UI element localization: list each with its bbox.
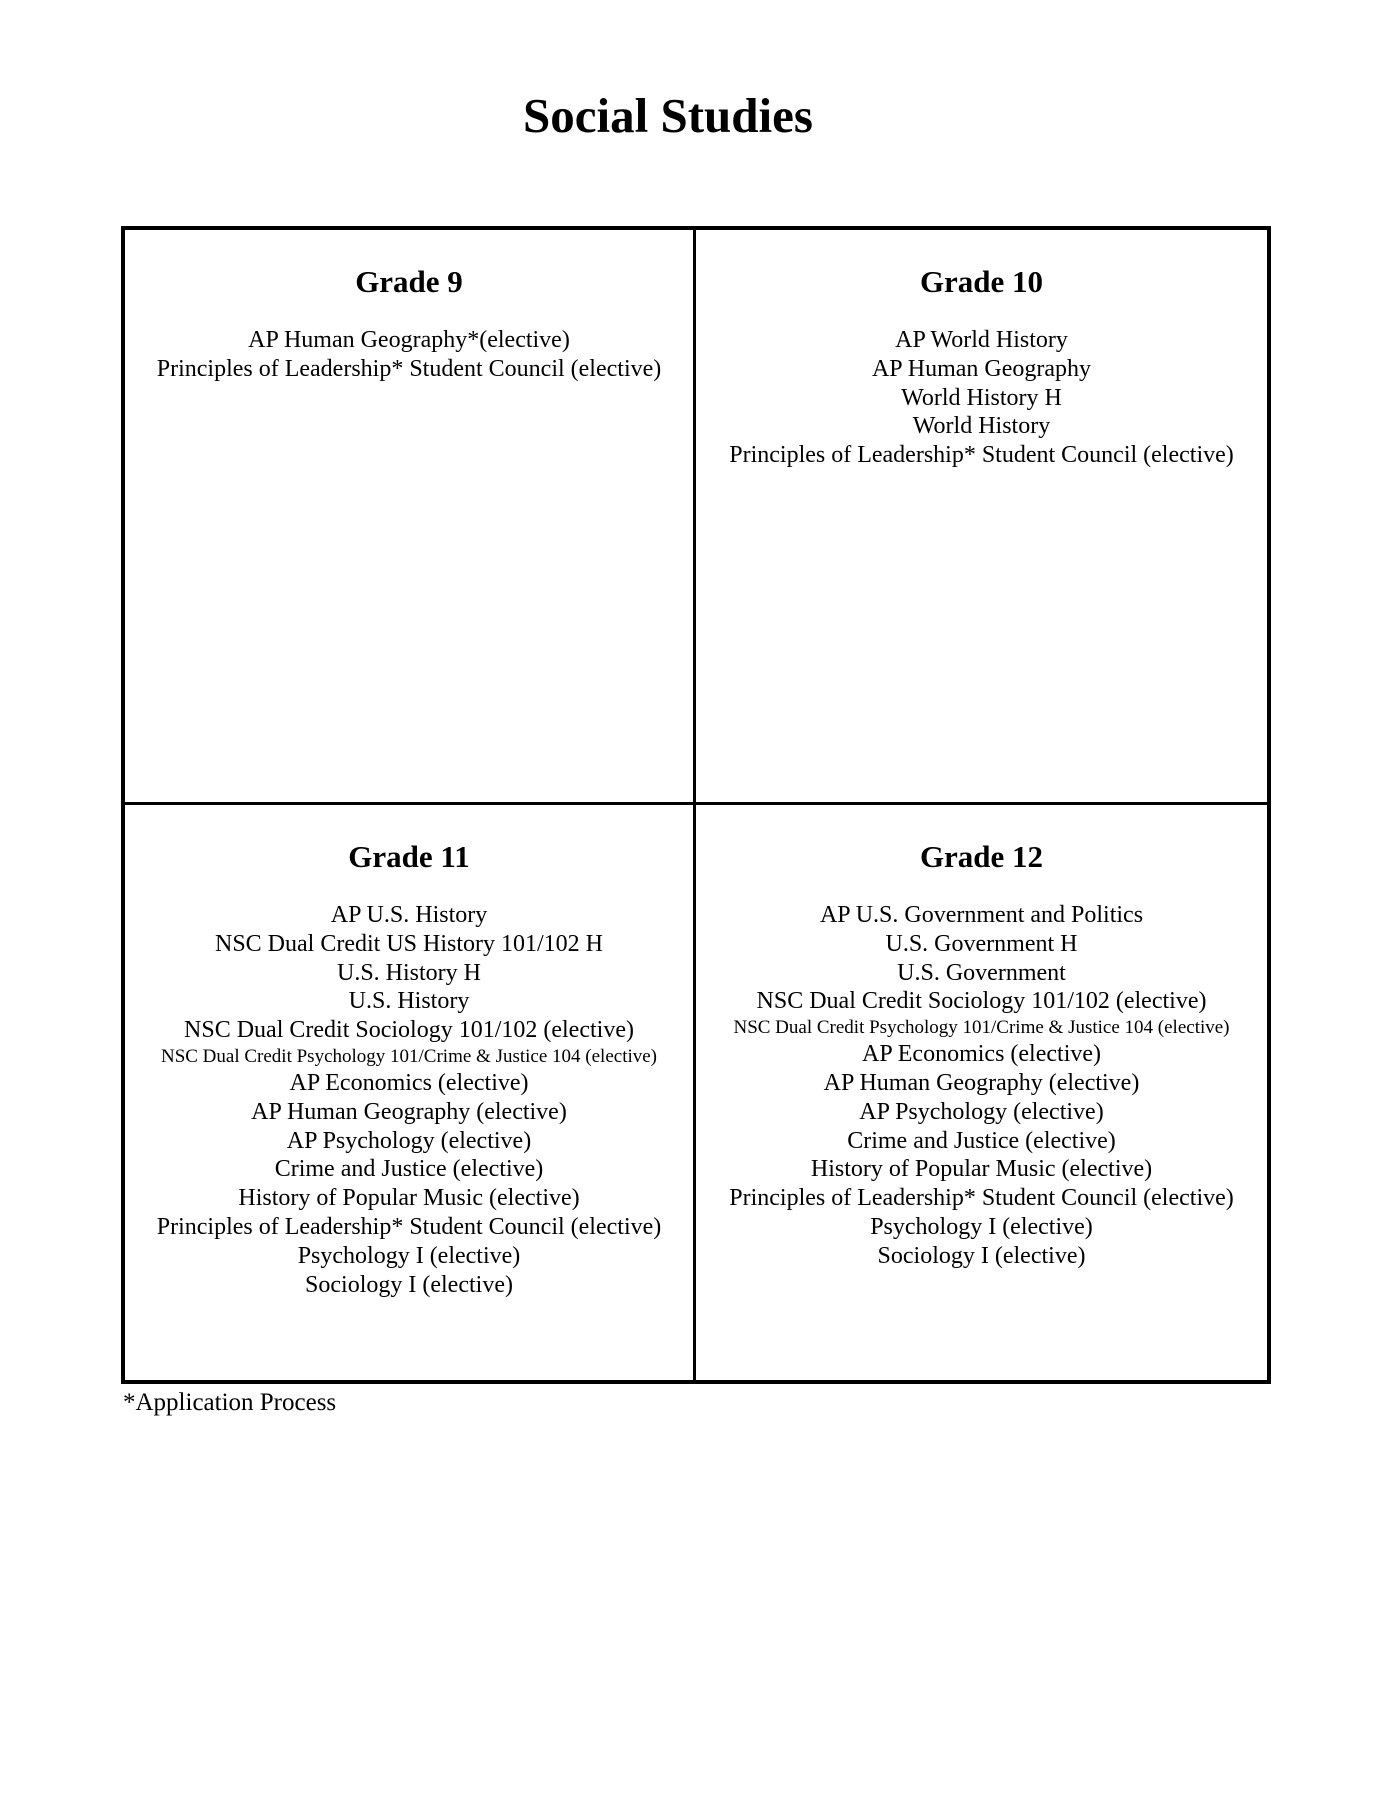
page-title: Social Studies — [523, 88, 813, 143]
course-item: NSC Dual Credit Psychology 101/Crime & Justice 104 (elective) — [160, 1045, 658, 1067]
course-item: History of Popular Music (elective) — [810, 1156, 1153, 1183]
course-item: Sociology I (elective) — [305, 1271, 513, 1298]
course-item: AP Human Geography (elective) — [823, 1069, 1140, 1096]
grade-course-grid — [121, 226, 1271, 1384]
course-item: U.S. Government H — [885, 930, 1078, 957]
course-item: Psychology I (elective) — [870, 1213, 1093, 1240]
course-item: Principles of Leadership* Student Council (elective) — [729, 442, 1234, 469]
course-item: Principles of Leadership* Student Council (elective) — [156, 355, 662, 382]
grade-12-heading: Grade 12 — [919, 839, 1044, 874]
course-item: AP Human Geography (elective) — [251, 1098, 567, 1125]
grade-11-course-list — [125, 901, 693, 1299]
course-item: History of Popular Music (elective) — [238, 1185, 580, 1212]
grade-12-course-list — [696, 901, 1267, 1271]
course-item: World History — [912, 413, 1051, 440]
course-item: AP U.S. Government and Politics — [819, 902, 1144, 928]
course-item: AP Psychology (elective) — [859, 1098, 1104, 1125]
grade-12-cell — [696, 805, 1267, 1380]
grade-10-cell — [696, 230, 1267, 805]
course-item: World History H — [901, 384, 1062, 411]
grade-9-course-list — [125, 326, 693, 384]
course-item: AP U.S. History — [330, 902, 488, 928]
application-process-footnote: *Application Process — [123, 1389, 337, 1416]
grade-11-heading: Grade 11 — [348, 839, 470, 874]
course-item: NSC Dual Credit Sociology 101/102 (elective) — [184, 1017, 634, 1044]
course-item: AP Psychology (elective) — [286, 1127, 532, 1154]
course-item: AP Economics (elective) — [289, 1069, 529, 1096]
grade-9-cell — [125, 230, 696, 805]
course-item: Principles of Leadership* Student Council (elective) — [156, 1213, 662, 1240]
course-item: Psychology I (elective) — [297, 1242, 521, 1269]
course-item: NSC Dual Credit US History 101/102 H — [214, 930, 603, 957]
grade-11-cell — [125, 805, 696, 1380]
course-item: U.S. History H — [336, 959, 481, 986]
course-item: AP World History — [895, 327, 1068, 353]
course-item: U.S. Government — [897, 959, 1066, 986]
course-item: NSC Dual Credit Sociology 101/102 (elective) — [756, 988, 1207, 1015]
course-item: Sociology I (elective) — [877, 1242, 1086, 1269]
course-item: AP Human Geography — [871, 355, 1092, 382]
course-item: Crime and Justice (elective) — [274, 1156, 544, 1183]
course-item: Crime and Justice (elective) — [847, 1127, 1116, 1154]
course-item: AP Human Geography*(elective) — [248, 327, 570, 353]
grade-10-heading: Grade 10 — [919, 264, 1044, 299]
course-item: U.S. History — [348, 988, 470, 1015]
grade-10-course-list — [696, 326, 1267, 470]
grade-9-heading: Grade 9 — [355, 264, 463, 299]
course-item: NSC Dual Credit Psychology 101/Crime & Justice 104 (elective) — [733, 1017, 1230, 1039]
course-item: AP Economics (elective) — [861, 1041, 1102, 1068]
course-item: Principles of Leadership* Student Council (elective) — [729, 1185, 1234, 1212]
